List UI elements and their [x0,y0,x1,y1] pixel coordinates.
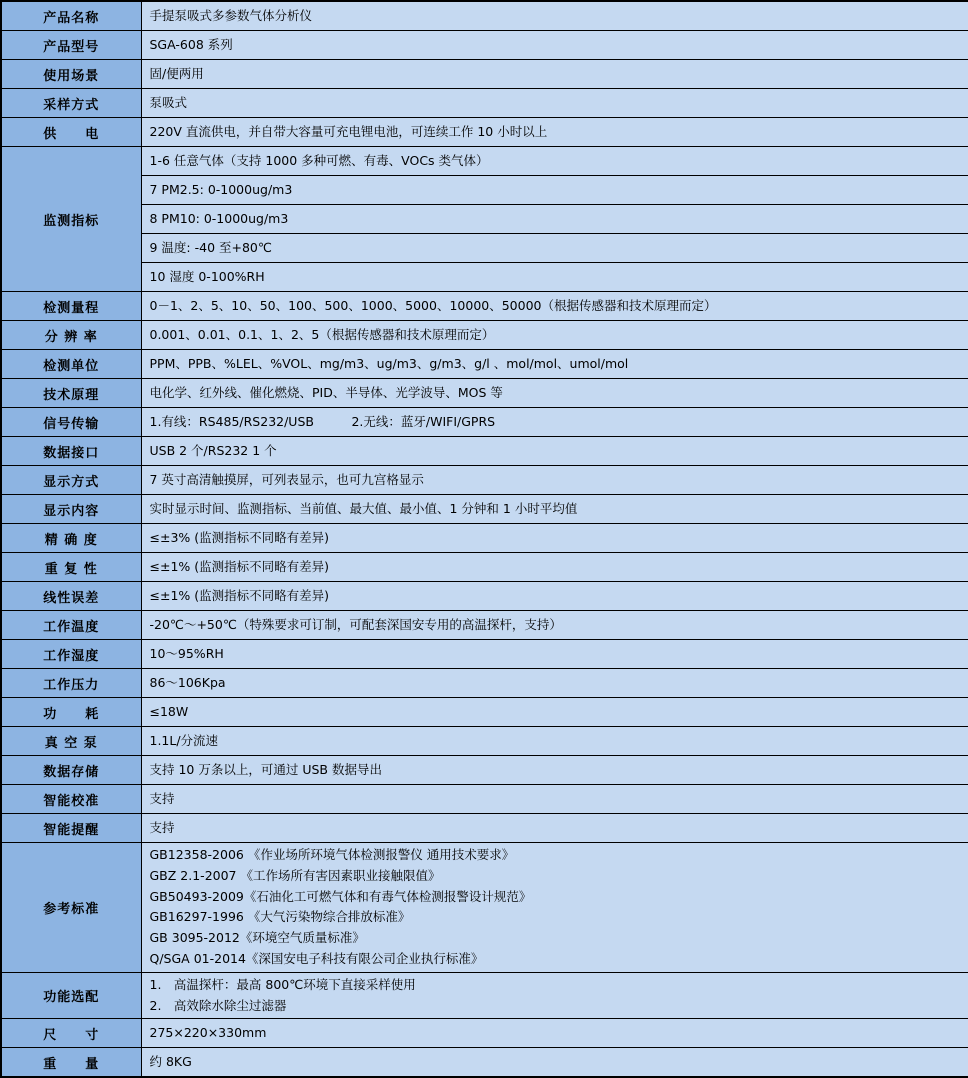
spec-value: 220V 直流供电，并自带大容量可充电锂电池，可连续工作 10 小时以上 [141,118,968,147]
spec-value: ≤±1% (监测指标不同略有差异) [141,553,968,582]
spec-label: 工作压力 [1,669,141,698]
table-row [1,611,968,640]
spec-label: 智能提醒 [1,814,141,843]
table-row [1,1019,968,1048]
spec-label: 重 复 性 [1,553,141,582]
table-row [1,843,968,973]
spec-label: 技术原理 [1,379,141,408]
spec-label: 产品名称 [1,1,141,31]
spec-label: 线性误差 [1,582,141,611]
spec-value-line: GB16297-1996 《大气污染物综合排放标准》 [149,909,411,925]
spec-value: ≤18W [141,698,968,727]
spec-value: 约 8KG [141,1048,968,1078]
spec-label: 功能选配 [1,972,141,1019]
table-row [1,814,968,843]
spec-value [141,843,968,973]
spec-value: 86～106Kpa [141,669,968,698]
table-row [1,640,968,669]
spec-label: 信号传输 [1,408,141,437]
table-row [1,31,968,60]
spec-label: 参考标准 [1,843,141,973]
table-row [1,698,968,727]
spec-value: 0.001、0.01、0.1、1、2、5（根据传感器和技术原理而定） [141,321,968,350]
spec-value: 支持 10 万条以上，可通过 USB 数据导出 [141,756,968,785]
table-row [1,1048,968,1078]
spec-label: 检测量程 [1,292,141,321]
spec-label: 精 确 度 [1,524,141,553]
table-row [1,60,968,89]
spec-value-line: Q/SGA 01-2014《深国安电子科技有限公司企业执行标准》 [149,950,484,966]
spec-value-line: 1. 高温探杆：最高 800℃环境下直接采样使用 [149,976,416,992]
table-row [1,466,968,495]
table-row [1,263,968,292]
spec-value: 支持 [141,814,968,843]
spec-value: 7 英寸高清触摸屏，可列表显示，也可九宫格显示 [141,466,968,495]
spec-label: 功 耗 [1,698,141,727]
table-row [1,118,968,147]
spec-value [141,972,968,1019]
spec-value: 0－1、2、5、10、50、100、500、1000、5000、10000、50000（根据传感器和技术原理而定） [141,292,968,321]
table-row [1,176,968,205]
spec-value: 电化学、红外线、催化燃烧、PID、半导体、光学波导、MOS 等 [141,379,968,408]
spec-value-line: GBZ 2.1-2007 《工作场所有害因素职业接触限值》 [149,867,441,883]
spec-value-line: GB 3095-2012《环境空气质量标准》 [149,930,365,946]
table-row [1,524,968,553]
spec-value: 手提泵吸式多参数气体分析仪 [141,1,968,31]
spec-value: 8 PM10: 0-1000ug/m3 [141,205,968,234]
table-row [1,147,968,176]
spec-label: 工作湿度 [1,640,141,669]
table-row [1,727,968,756]
spec-value: 泵吸式 [141,89,968,118]
table-row [1,292,968,321]
spec-value: USB 2 个/RS232 1 个 [141,437,968,466]
spec-value: 7 PM2.5: 0-1000ug/m3 [141,176,968,205]
spec-value: 1.1L/分流速 [141,727,968,756]
spec-value: 10～95%RH [141,640,968,669]
table-row [1,785,968,814]
spec-value: 1.有线：RS485/RS232/USB 2.无线：蓝牙/WIFI/GPRS [141,408,968,437]
table-row [1,408,968,437]
spec-value-line: 2. 高效除水除尘过滤器 [149,997,287,1013]
spec-value: SGA-608 系列 [141,31,968,60]
spec-label: 使用场景 [1,60,141,89]
table-row [1,205,968,234]
table-row [1,972,968,1019]
spec-label: 尺 寸 [1,1019,141,1048]
spec-value-line: GB50493-2009《石油化工可燃气体和有毒气体检测报警设计规范》 [149,888,532,904]
spec-value: ≤±3% (监测指标不同略有差异) [141,524,968,553]
table-row [1,89,968,118]
spec-value: 10 湿度 0-100%RH [141,263,968,292]
spec-label: 检测单位 [1,350,141,379]
product-spec-table-body [1,1,968,1077]
spec-label: 工作温度 [1,611,141,640]
spec-value: -20℃～+50℃（特殊要求可订制，可配套深国安专用的高温探杆，支持） [141,611,968,640]
table-row [1,437,968,466]
table-row [1,495,968,524]
spec-value: PPM、PPB、%LEL、%VOL、mg/m3、ug/m3、g/m3、g/l 、mol/mol、umol/mol [141,350,968,379]
spec-label: 产品型号 [1,31,141,60]
spec-value: 固/便两用 [141,60,968,89]
table-row [1,756,968,785]
spec-label: 显示内容 [1,495,141,524]
spec-label: 数据接口 [1,437,141,466]
spec-value: 支持 [141,785,968,814]
table-row [1,379,968,408]
table-row [1,553,968,582]
spec-label: 智能校准 [1,785,141,814]
spec-label: 重 量 [1,1048,141,1078]
spec-label: 采样方式 [1,89,141,118]
spec-value: 实时显示时间、监测指标、当前值、最大值、最小值、1 分钟和 1 小时平均值 [141,495,968,524]
spec-label: 供 电 [1,118,141,147]
table-row [1,669,968,698]
spec-value: 9 温度: -40 至+80℃ [141,234,968,263]
spec-value: 1-6 任意气体（支持 1000 多种可燃、有毒、VOCs 类气体） [141,147,968,176]
table-row [1,321,968,350]
table-row [1,234,968,263]
spec-label: 监测指标 [1,147,141,292]
spec-label: 数据存储 [1,756,141,785]
spec-value: 275×220×330mm [141,1019,968,1048]
table-row [1,582,968,611]
spec-value: ≤±1% (监测指标不同略有差异) [141,582,968,611]
table-row [1,1,968,31]
spec-label: 分 辨 率 [1,321,141,350]
spec-label: 真 空 泵 [1,727,141,756]
spec-label: 显示方式 [1,466,141,495]
table-row [1,350,968,379]
spec-value-line: GB12358-2006 《作业场所环境气体检测报警仪 通用技术要求》 [149,847,515,862]
